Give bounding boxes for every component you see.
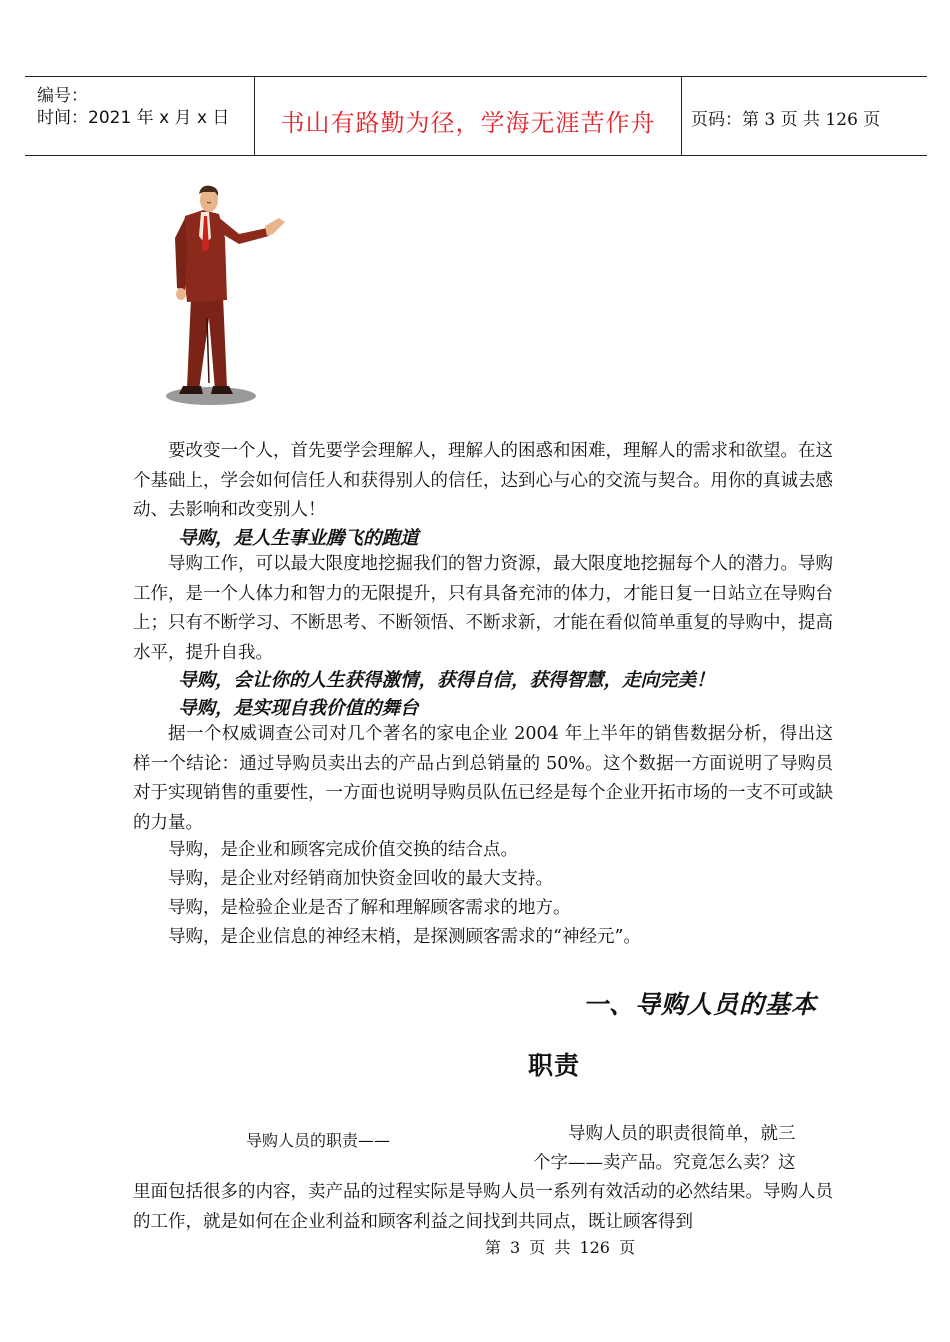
duties-paragraph-line2: 个字——卖产品。究竟怎么卖？这 xyxy=(533,1153,796,1173)
heading-self-value: 导购，是实现自我价值的舞台 xyxy=(178,698,419,719)
point-item: 导购，是企业信息的神经末梢，是探测顾客需求的“神经元”。 xyxy=(168,927,641,947)
header-meta-cell xyxy=(25,77,254,155)
motto: 书山有路勤为径，学海无涯苦作舟 xyxy=(280,109,656,137)
paragraph-survey: 据一个权威调查公司对几个著名的家电企业 2004 年上半年的销售数据分析，得出这样一个结论：通过导购员卖出去的产品占到总销量的 50%。这个数据一方面说明了导购员对于实现销售的重要性，一方面也说明导购员队伍已经是每个企业开拓市场的一支不可或缺的力量。 xyxy=(133,724,833,833)
intro-paragraph: 要改变一个人，首先要学会理解人，理解人的困惑和困难，理解人的需求和欲望。在这个基础上，学会如何信任人和获得别人的信任，达到心与心的交流与契合。用你的真诚去感动、去影响和改变别人！ xyxy=(133,441,833,520)
page-header xyxy=(25,76,927,156)
serial-label: 编号： xyxy=(37,86,88,106)
point-item: 导购，是检验企业是否了解和理解顾客需求的地方。 xyxy=(168,898,571,918)
section-title: 一、导购人员的基本 xyxy=(583,990,818,1019)
header-motto-cell xyxy=(254,77,682,155)
heading-passion: 导购，会让你的人生获得激情，获得自信，获得智慧，走向完美！ xyxy=(178,670,715,691)
duties-side-label: 导购人员的职责—— xyxy=(246,1131,391,1150)
duties-paragraph-rest: 里面包括很多的内容，卖产品的过程实际是导购人员一系列有效活动的必然结果。导购人员的工作，就是如何在企业利益和顾客利益之间找到共同点，既让顾客得到 xyxy=(133,1182,833,1232)
heading-career-runway: 导购，是人生事业腾飞的跑道 xyxy=(178,528,419,549)
paragraph-shopping-guide-work: 导购工作，可以最大限度地挖掘我们的智力资源，最大限度地挖掘每个人的潜力。导购工作，是一个人体力和智力的无限提升，只有具备充沛的体力，才能日复一日站立在导购台上；只有不断学习、不断思考、不断领悟、不断求新，才能在看似简单重复的导购中，提高水平，提升自我。 xyxy=(133,554,833,663)
point-item: 导购，是企业对经销商加快资金回收的最大支持。 xyxy=(168,869,553,889)
section-title-continued: 职责 xyxy=(528,1051,581,1080)
businessman-illustration xyxy=(163,178,303,410)
duties-paragraph-line1: 导购人员的职责很简单，就三 xyxy=(568,1124,796,1144)
page-number-label: 页码：第 3 页 共 126 页 xyxy=(691,110,881,130)
header-page-cell xyxy=(681,77,927,155)
time-label: 时间：2021 年 x 月 x 日 xyxy=(37,108,230,128)
page-footer: 第 3 页 共 126 页 xyxy=(484,1238,636,1257)
point-item: 导购，是企业和顾客完成价值交换的结合点。 xyxy=(168,840,518,860)
